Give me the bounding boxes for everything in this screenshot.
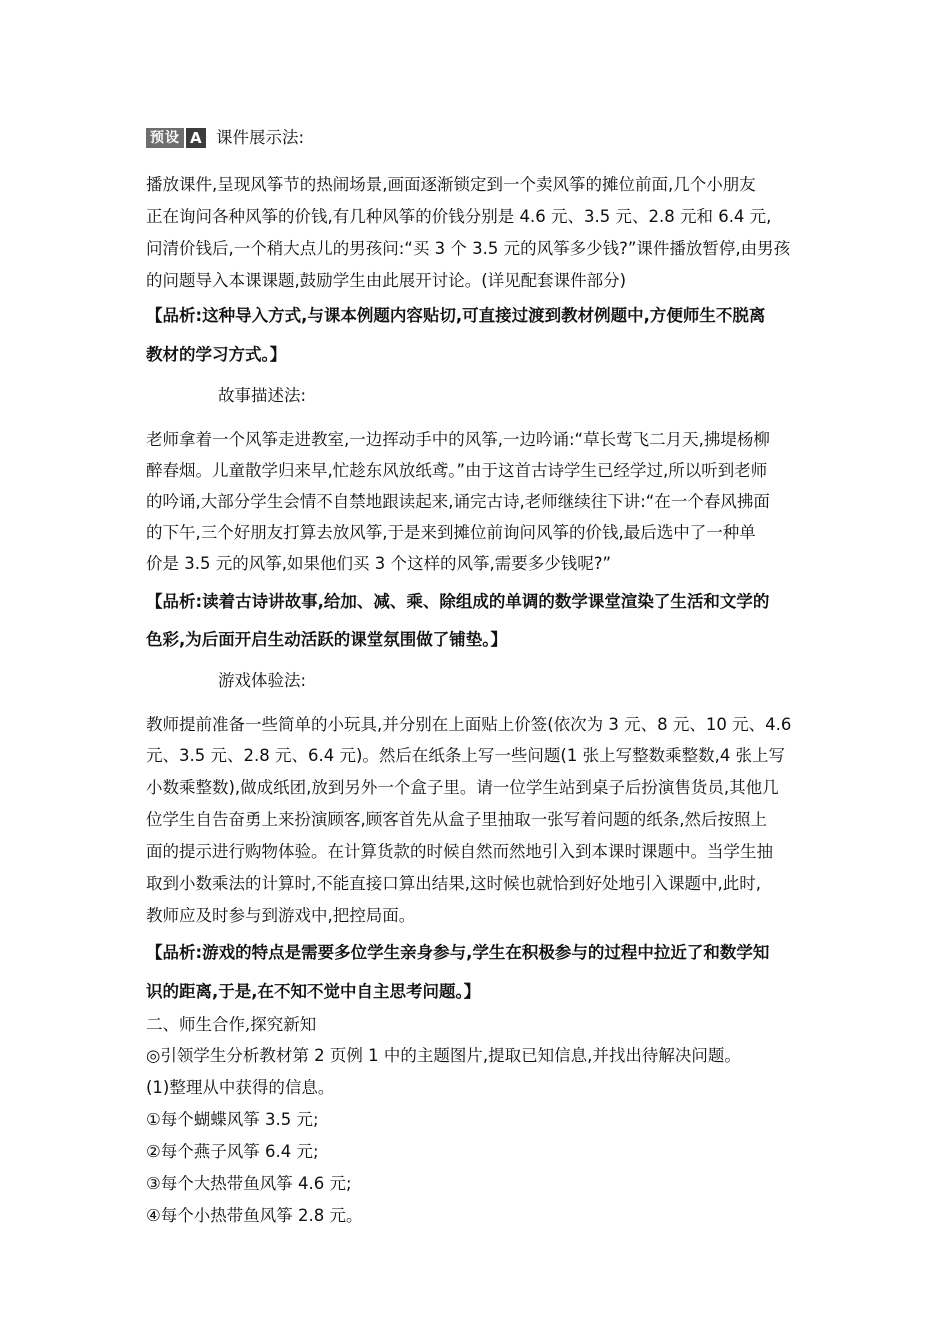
part-two-guide: ◎引领学生分析教材第 2 页例 1 中的主题图片,提取已知信息,并找出待解决问题。 (146, 1046, 741, 1065)
section-b-analysis: 色彩,为后面开启生动活跃的课堂氛围做了铺垫。】 (146, 630, 508, 649)
part-two-heading: 二、师生合作,探究新知 (146, 1015, 317, 1034)
info-item: ④每个小热带鱼风筝 2.8 元。 (146, 1206, 363, 1225)
section-c-line: 面的提示进行购物体验。在计算货款的时候自然而然地引入到本课时课题中。当学生抽 (146, 842, 773, 861)
info-item: ②每个燕子风筝 6.4 元; (146, 1142, 319, 1161)
section-a-line: 的问题导入本课课题,鼓励学生由此展开讨论。(详见配套课件部分) (146, 271, 627, 290)
section-b-line: 价是 3.5 元的风筝,如果他们买 3 个这样的风筝,需要多少钱呢?” (146, 554, 612, 573)
section-a-line: 播放课件,呈现风筝节的热闹场景,画面逐渐锁定到一个卖风筝的摊位前面,几个小朋友 (146, 175, 756, 194)
section-c-title: 游戏体验法: (218, 671, 307, 690)
section-b-title: 故事描述法: (218, 386, 307, 405)
section-a-title: 课件展示法: (216, 128, 305, 147)
section-c-line: 位学生自告奋勇上来扮演顾客,顾客首先从盒子里抽取一张写着问题的纸条,然后按照上 (146, 810, 767, 829)
preset-badge-label: 预设 (146, 128, 184, 148)
part-two-step: (1)整理从中获得的信息。 (146, 1078, 335, 1097)
section-c-line: 取到小数乘法的计算时,不能直接口算出结果,这时候也就恰到好处地引入课题中,此时, (146, 874, 761, 893)
section-a-line: 问清价钱后,一个稍大点儿的男孩问:“买 3 个 3.5 元的风筝多少钱?”课件播放暂停,由男孩 (146, 239, 791, 258)
section-a-analysis: 教材的学习方式。】 (146, 345, 287, 364)
preset-badge-letter: A (186, 128, 206, 148)
section-b-analysis: 【品析:读着古诗讲故事,给加、减、乘、除组成的单调的数学课堂渲染了生活和文学的 (146, 592, 770, 611)
info-item: ③每个大热带鱼风筝 4.6 元; (146, 1174, 352, 1193)
section-c-line: 教师提前准备一些简单的小玩具,并分别在上面贴上价签(依次为 3 元、8 元、10 元、4.6 (146, 715, 792, 734)
section-a-analysis: 【品析:这种导入方式,与课本例题内容贴切,可直接过渡到教材例题中,方便师生不脱离 (146, 306, 766, 325)
section-c-line: 元、3.5 元、2.8 元、6.4 元)。然后在纸条上写一些问题(1 张上写整数乘整数,4 张上写 (146, 746, 786, 765)
section-c-line: 教师应及时参与到游戏中,把控局面。 (146, 906, 416, 925)
section-c-analysis: 【品析:游戏的特点是需要多位学生亲身参与,学生在积极参与的过程中拉近了和数学知 (146, 943, 770, 962)
section-b-line: 老师拿着一个风筝走进教室,一边挥动手中的风筝,一边吟诵:“草长莺飞二月天,拂堤杨柳 (146, 430, 770, 449)
section-b-line: 醉春烟。儿童散学归来早,忙趁东风放纸鸢。”由于这首古诗学生已经学过,所以听到老师 (146, 461, 768, 480)
section-c-analysis: 识的距离,于是,在不知不觉中自主思考问题。】 (146, 982, 481, 1001)
section-b-line: 的吟诵,大部分学生会情不自禁地跟读起来,诵完古诗,老师继续往下讲:“在一个春风拂面 (146, 492, 770, 511)
info-item: ①每个蝴蝶风筝 3.5 元; (146, 1110, 319, 1129)
section-c-line: 小数乘整数),做成纸团,放到另外一个盒子里。请一位学生站到桌子后扮演售货员,其他几 (146, 778, 779, 797)
preset-badge (146, 128, 206, 148)
section-b-line: 的下午,三个好朋友打算去放风筝,于是来到摊位前询问风筝的价钱,最后选中了一种单 (146, 523, 756, 542)
section-a-line: 正在询问各种风筝的价钱,有几种风筝的价钱分别是 4.6 元、3.5 元、2.8 元和 6.4 元, (146, 207, 772, 226)
